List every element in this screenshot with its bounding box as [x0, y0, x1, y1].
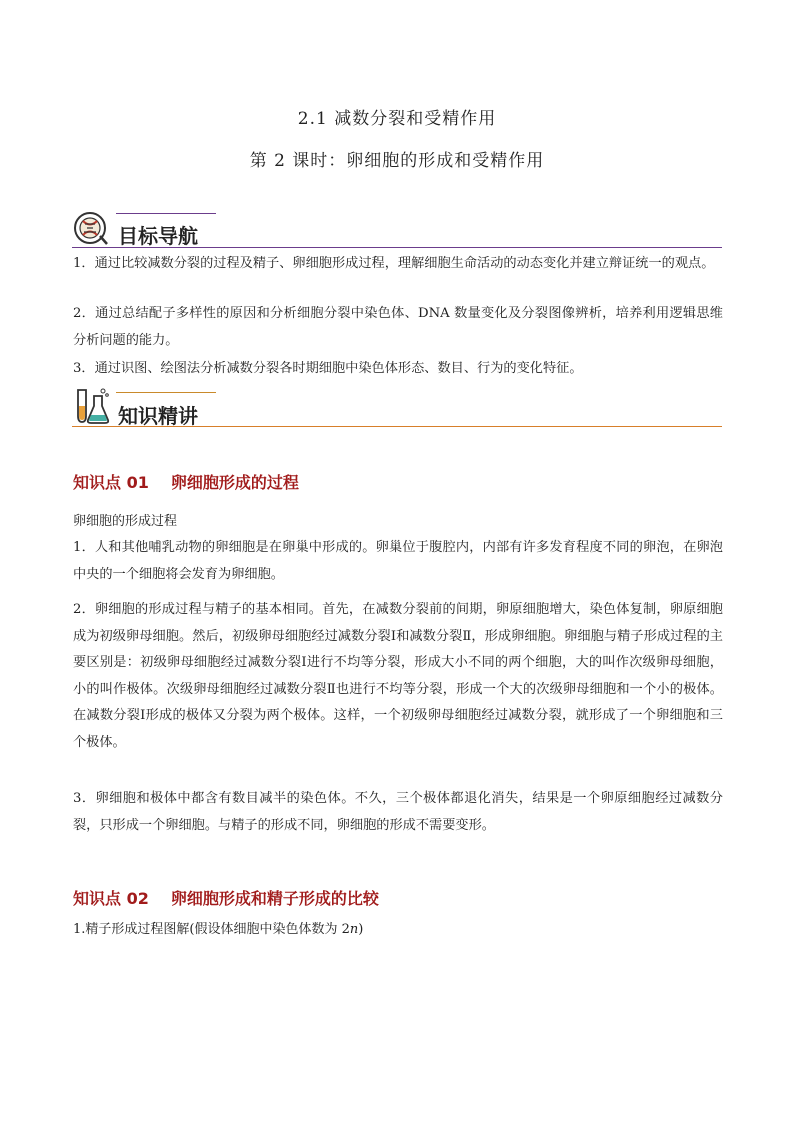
kp2-heading	[73, 886, 379, 909]
dna-badge-icon	[72, 208, 112, 248]
knowledge-header-topline	[116, 392, 216, 393]
kp1-paragraph-2: 2．卵细胞的形成过程与精子的基本相同。首先，在减数分裂前的间期，卵原细胞增大，染色体复制，卵原细胞成为初级卵母细胞。然后，初级卵母细胞经过减数分裂Ⅰ和减数分裂Ⅱ，形成卵细胞。卵细胞与精子形成过程的主要区别是：初级卵母细胞经过减数分裂Ⅰ进行不均等分裂，形成大小不同的两个细胞，大的叫作次级卵母细胞，小的叫作极体。次级卵母细胞经过减数分裂Ⅱ也进行不均等分裂，形成一个大的次级卵母细胞和一个小的极体。在减数分裂Ⅰ形成的极体又分裂为两个极体。这样，一个初级卵母细胞经过减数分裂，就形成了一个卵细胞和三个极体。	[73, 602, 723, 750]
kp1-subtitle: 卵细胞的形成过程	[73, 514, 178, 529]
kp2-number: 知识点 02	[73, 889, 149, 908]
goal-item-3: 3．通过识图、绘图法分析减数分裂各时期细胞中染色体形态、数目、行为的变化特征。	[73, 361, 583, 376]
kp2-subtitle-end: )	[358, 922, 364, 937]
kp1-title: 卵细胞形成的过程	[170, 473, 299, 492]
goal-section-label: 目标导航	[118, 224, 198, 248]
lesson-subtitle: 第 2 课时：卵细胞的形成和受精作用	[249, 151, 545, 171]
goal-item-1: 1．通过比较减数分裂的过程及精子、卵细胞形成过程，理解细胞生命活动的动态变化并建立辩证统一的观点。	[73, 256, 715, 271]
goal-header-topline	[116, 213, 216, 214]
kp2-subtitle-main: 1.精子形成过程图解(假设体细胞中染色体数为 2	[73, 922, 350, 937]
flask-icon	[72, 386, 112, 426]
kp1-paragraph-3: 3．卵细胞和极体中都含有数目减半的染色体。不久，三个极体都退化消失，结果是一个卵原细胞经过减数分裂，只形成一个卵细胞。与精子的形成不同，卵细胞的形成不需要变形。	[73, 791, 723, 833]
lesson-title: 2.1 减数分裂和受精作用	[297, 109, 497, 129]
goal-header-divider	[72, 247, 722, 248]
kp1-heading	[73, 470, 299, 493]
kp2-title: 卵细胞形成和精子形成的比较	[170, 889, 379, 908]
kp1-number: 知识点 01	[73, 473, 149, 492]
knowledge-section-label: 知识精讲	[118, 404, 198, 428]
kp2-subtitle-variable: n	[349, 922, 359, 937]
knowledge-header-divider	[72, 426, 722, 427]
knowledge-section-header	[72, 386, 722, 426]
kp1-paragraph-1: 1．人和其他哺乳动物的卵细胞是在卵巢中形成的。卵巢位于腹腔内，内部有许多发育程度不同的卵泡，在卵泡中央的一个细胞将会发育为卵细胞。	[73, 540, 723, 582]
kp2-subtitle	[73, 918, 363, 937]
goal-item-2: 2．通过总结配子多样性的原因和分析细胞分裂中染色体、DNA 数量变化及分裂图像辨析，培养利用逻辑思维分析问题的能力。	[73, 306, 723, 348]
goal-section-header	[72, 208, 722, 248]
